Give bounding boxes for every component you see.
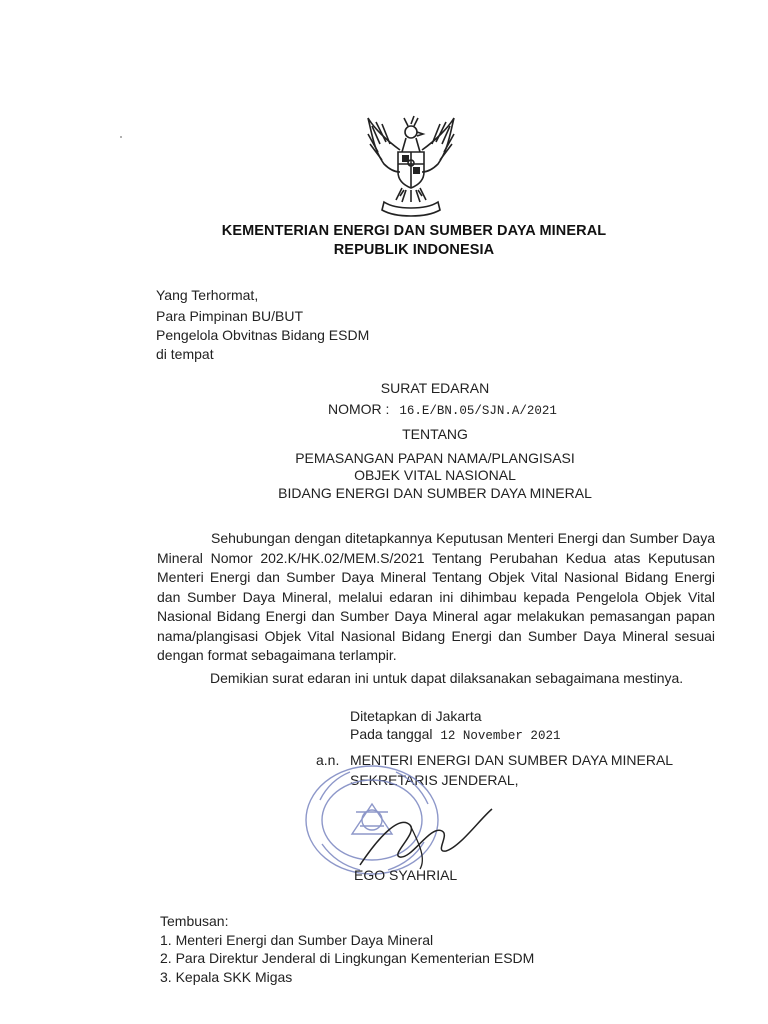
- recipient-line-3: di tempat: [156, 346, 214, 362]
- number-value: 16.E/BN.05/SJN.A/2021: [399, 404, 557, 418]
- subject-line-3: BIDANG ENERGI DAN SUMBER DAYA MINERAL: [278, 485, 592, 501]
- copy-item: 2. Para Direktur Jenderal di Lingkungan Kementerian ESDM: [160, 950, 535, 966]
- date-value: 12 November 2021: [440, 729, 561, 743]
- garuda-emblem-icon: [356, 110, 466, 220]
- on-behalf-prefix: a.n.: [316, 752, 340, 768]
- letter-number: [328, 401, 557, 418]
- on-behalf-of: MENTERI ENERGI DAN SUMBER DAYA MINERAL: [350, 752, 674, 768]
- copy-item: 1. Menteri Energi dan Sumber Daya Mineral: [160, 932, 434, 948]
- sign-place: Ditetapkan di Jakarta: [350, 708, 482, 724]
- body-paragraph-text: Sehubungan dengan ditetapkannya Keputusan Menteri Energi dan Sumber Daya Mineral Nomor 202.K/HK.02/MEM.S/2021 Tentang Perubahan Kedua atas Keputusan Menteri Energi dan Sumber Daya Mineral Tentang Objek Vital Nasional Bidang Energi dan Sumber Daya Mineral, melalui edaran ini dihimbau kepada Pengelola Objek Vital Nasional Bidang Energi dan Sumber Daya Mineral agar melakukan pemasangan papan nama/plangisasi Objek Vital Nasional Bidang Energi dan Sumber Daya Mineral sesuai dengan format sebagaimana terlampir.: [157, 530, 715, 663]
- closing-paragraph: Demikian surat edaran ini untuk dapat dilaksanakan sebagaimana mestinya.: [210, 670, 684, 686]
- recipient-line-2: Pengelola Obvitnas Bidang ESDM: [156, 327, 370, 343]
- about-label: TENTANG: [402, 426, 468, 442]
- country-title: REPUBLIK INDONESIA: [333, 242, 495, 258]
- salutation: Yang Terhormat,: [156, 287, 259, 303]
- letter-type: SURAT EDARAN: [380, 380, 490, 396]
- number-label: NOMOR :: [328, 401, 390, 417]
- copy-item: 3. Kepala SKK Migas: [160, 969, 293, 985]
- copies-label: Tembusan:: [160, 913, 229, 929]
- scan-speck: [120, 136, 122, 138]
- ministry-title: KEMENTERIAN ENERGI DAN SUMBER DAYA MINERAL: [221, 223, 607, 239]
- recipient-line-1: Para Pimpinan BU/BUT: [156, 308, 304, 324]
- body-paragraph: [157, 529, 715, 666]
- sign-date: [350, 726, 560, 743]
- date-label: Pada tanggal: [350, 726, 433, 742]
- subject-line-2: OBJEK VITAL NASIONAL: [354, 467, 516, 483]
- signatory-name: EGO SYAHRIAL: [354, 867, 458, 883]
- subject-line-1: PEMASANGAN PAPAN NAMA/PLANGISASI: [295, 450, 575, 466]
- sign-position: SEKRETARIS JENDERAL,: [350, 772, 519, 788]
